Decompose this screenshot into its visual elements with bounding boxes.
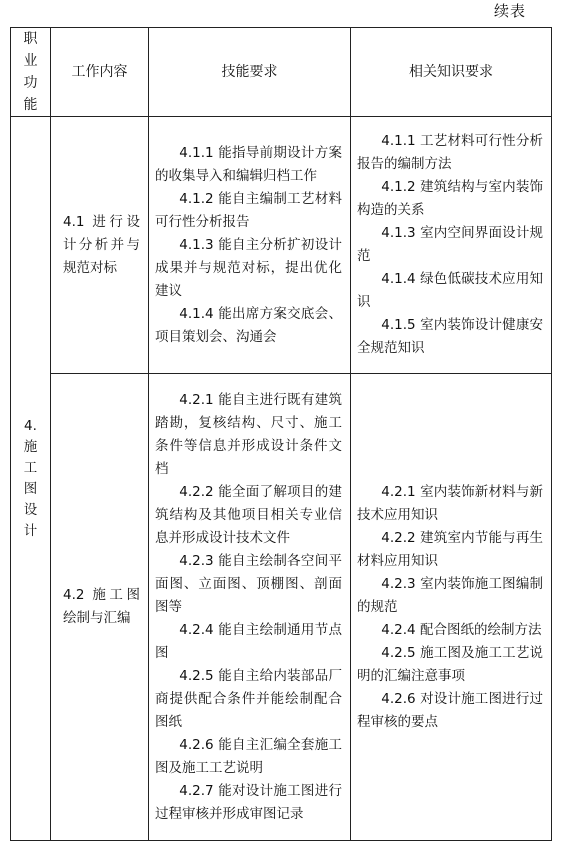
header-function: 职业功能 (11, 28, 51, 117)
table-row (11, 374, 552, 841)
skill-item: 4.1.4 能出席方案交底会、项目策划会、沟通会 (155, 305, 342, 345)
knowledge-item: 4.1.3 室内空间界面设计规范 (357, 225, 543, 264)
skill-item: 4.2.2 能全面了解项目的建筑结构及其他项目相关专业信息并形成设计技术文件 (155, 483, 342, 546)
skill-item: 4.1.2 能自主编制工艺材料可行性分析报告 (155, 190, 342, 230)
function-cell: 4. 施工图设计 (11, 117, 51, 841)
knowledge-item: 4.1.1 工艺材料可行性分析报告的编制方法 (357, 133, 543, 172)
knowledge-item: 4.2.2 建筑室内节能与再生材料应用知识 (357, 529, 543, 569)
knowledge-item: 4.2.3 室内装饰施工图编制的规范 (357, 575, 543, 615)
table-header-row (11, 28, 552, 117)
knowledge-item: 4.1.2 建筑结构与室内装饰构造的关系 (357, 179, 543, 218)
knowledge-item: 4.1.4 绿色低碳技术应用知识 (357, 271, 543, 310)
header-content: 工作内容 (51, 28, 149, 117)
header-skills: 技能要求 (149, 28, 351, 117)
knowledge-item: 4.2.5 施工图及施工工艺说明的汇编注意事项 (357, 644, 543, 684)
knowledge-cell (351, 117, 552, 374)
skills-cell (149, 374, 351, 841)
skill-item: 4.2.6 能自主汇编全套施工图及施工工艺说明 (155, 736, 342, 776)
skills-cell (149, 117, 351, 374)
skill-item: 4.1.3 能自主分析扩初设计成果并与规范对标，提出优化建议 (155, 236, 342, 299)
knowledge-item: 4.2.4 配合图纸的绘制方法 (381, 621, 542, 638)
knowledge-item: 4.2.6 对设计施工图进行过程审核的要点 (357, 690, 543, 730)
knowledge-item: 4.1.5 室内装饰设计健康安全规范知识 (357, 317, 543, 356)
work-content-cell: 4.1 进行设计分析并与规范对标 (51, 117, 149, 374)
continued-table-label: 续表 (494, 2, 527, 20)
work-content-cell: 4.2 施工图绘制与汇编 (51, 374, 149, 841)
knowledge-cell (351, 374, 552, 841)
skill-item: 4.2.1 能自主进行既有建筑踏勘，复核结构、尺寸、施工条件等信息并形成设计条件文档 (155, 391, 342, 477)
skill-item: 4.2.4 能自主绘制通用节点图 (155, 621, 342, 661)
skill-item: 4.2.5 能自主给内装部品厂商提供配合条件并能绘制配合图纸 (155, 667, 342, 730)
header-knowledge: 相关知识要求 (351, 28, 552, 117)
skill-item: 4.2.3 能自主绘制各空间平面图、立面图、顶棚图、剖面图等 (155, 552, 342, 615)
skill-item: 4.2.7 能对设计施工图进行过程审核并形成审图记录 (155, 782, 342, 822)
table-row (11, 117, 552, 374)
occupational-standard-table (10, 27, 552, 841)
skill-item: 4.1.1 能指导前期设计方案的收集导入和编辑归档工作 (155, 144, 342, 184)
knowledge-item: 4.2.1 室内装饰新材料与新技术应用知识 (357, 483, 543, 523)
